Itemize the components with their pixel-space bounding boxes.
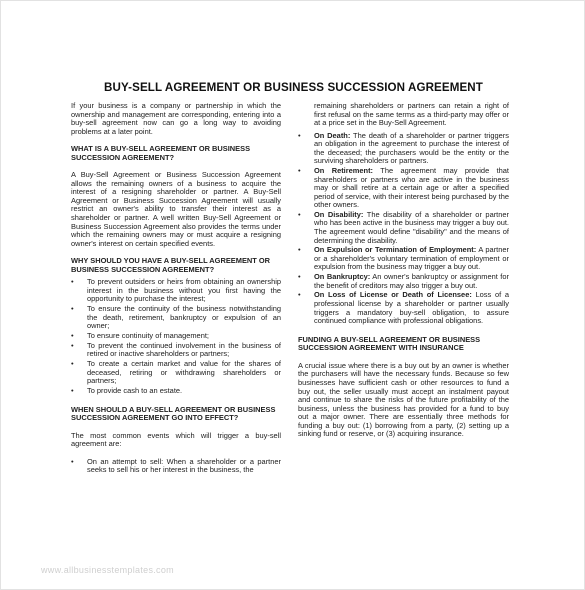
list-item: • To create a certain market and value for the shares of deceased, retiring or withdrawing shareholders or partners; [71, 360, 281, 386]
list-item: • To ensure the continuity of the business notwithstanding the death, retirement, bankruptcy or expulsion of an owner; [71, 305, 281, 331]
list-item: • To prevent the continued involvement in the business of retired or inactive shareholders or partners; [71, 342, 281, 359]
list-item: • To prevent outsiders or heirs from obtaining an ownership interest in the business without you first having the opportunity to purchase the interest; [71, 278, 281, 304]
list-item: • On an attempt to sell: When a shareholder or a partner seeks to sell his or her interest in the business, the [71, 458, 281, 475]
left-column [71, 102, 281, 476]
section-heading-when: WHEN SHOULD A BUY-SELL AGREEMENT OR BUSINESS SUCCESSION AGREEMENT GO INTO EFFECT? [71, 404, 276, 423]
event-label: On Expulsion or Termination of Employment: [314, 245, 477, 255]
event-label: On Disability: [314, 209, 364, 219]
list-item [298, 273, 509, 290]
list-item [298, 291, 509, 325]
list-item [298, 167, 509, 210]
watermark: www.allbusinesstemplates.com [41, 565, 174, 575]
event-label: On Bankruptcy: [314, 272, 371, 282]
event-label: On Retirement: [314, 166, 374, 176]
event-label: On Loss of License or Death of Licensee: [314, 290, 472, 300]
event-text: Loss of a professional license by a shareholder or partner usually triggers a mandatory buy-sell obligation, to assure continued compliance with professional obligations. [314, 290, 509, 326]
continued-paragraph: remaining shareholders or partners can retain a right of first refusal on the same terms as a third-party may offer or at a price set in the Buy-Sell Agreement. [314, 101, 509, 128]
what-is-paragraph: A Buy-Sell Agreement or Business Succession Agreement allows the remaining owners of a business to acquire the interest of a resigning shareholder or partner. A Buy-Sell Agreement or Business Succession Agreement will usually restrict an owner's ability to transfer their interest as a shareholder or partner. A well written Buy-Sell Agreement or Business Succession Agreement also provides the terms under which the remaining owners may or must acquire a resigning owner's interest on certain specified events. [71, 170, 281, 248]
section-heading-what-is: WHAT IS A BUY-SELL AGREEMENT OR BUSINESS SUCCESSION AGREEMENT? [71, 144, 251, 162]
document-title: BUY-SELL AGREEMENT OR BUSINESS SUCCESSION AGREEMENT [104, 81, 483, 94]
event-text: The agreement may provide that shareholders or partners who are active in the business may or shall retire at a certain age or after a specified period of service, with their interest being purchased by the other owners. [314, 166, 509, 210]
list-item: • To provide cash to an estate. [71, 387, 281, 396]
right-column [298, 102, 509, 439]
section-heading-why: WHY SHOULD YOU HAVE A BUY-SELL AGREEMENT OR BUSINESS SUCCESSION AGREEMENT? [71, 256, 271, 274]
when-paragraph: The most common events which will trigger a buy-sell agreement are: [71, 430, 281, 449]
why-list [71, 278, 281, 395]
list-item [298, 211, 509, 245]
event-text: A partner or a shareholder's voluntary termination of employment or expulsion from the business may trigger a buy out. [314, 245, 509, 272]
event-text: The disability of a shareholder or partner who has been active in the business may trigger a buy out. The agreement would define "disability" and the means of determining the disability. [314, 209, 510, 245]
event-text: The death of a shareholder or partner triggers an obligation in the agreement to purchase the interest of the deceased; the purchasers would be the entity or the surviving shareholders or partners. [314, 130, 509, 166]
funding-paragraph: A crucial issue where there is a buy out by an owner is whether the purchasers will have the necessary funds. Because so few businesses have sufficient cash or other resources to fund a buy out, the seller usually must accept an instalment payout and continue to share the risks of the future profitability of the business, unless the business has provided for a fund to buy out a major owner. There are essentially three methods for funding a buy out: (1) borrowing from a party, (2) setting up a sinking fund or reserve, or (3) acquiring insurance. [298, 360, 509, 439]
list-item [298, 132, 509, 166]
events-list [298, 132, 509, 326]
section-heading-funding: FUNDING A BUY-SELL AGREEMENT OR BUSINESS SUCCESSION AGREEMENT WITH INSURANCE [298, 334, 481, 353]
intro-paragraph: If your business is a company or partnership in which the ownership and management are corresponding, entering into a buy-sell agreement now can go a long way to avoiding problems at a later point. [71, 101, 281, 136]
list-item: • To ensure continuity of management; [71, 332, 281, 341]
when-list [71, 458, 281, 475]
list-item [298, 246, 509, 272]
event-text: An owner's bankruptcy or assignment for the benefit of creditors may also trigger a buy out. [314, 272, 509, 290]
event-label: On Death: [314, 130, 351, 140]
